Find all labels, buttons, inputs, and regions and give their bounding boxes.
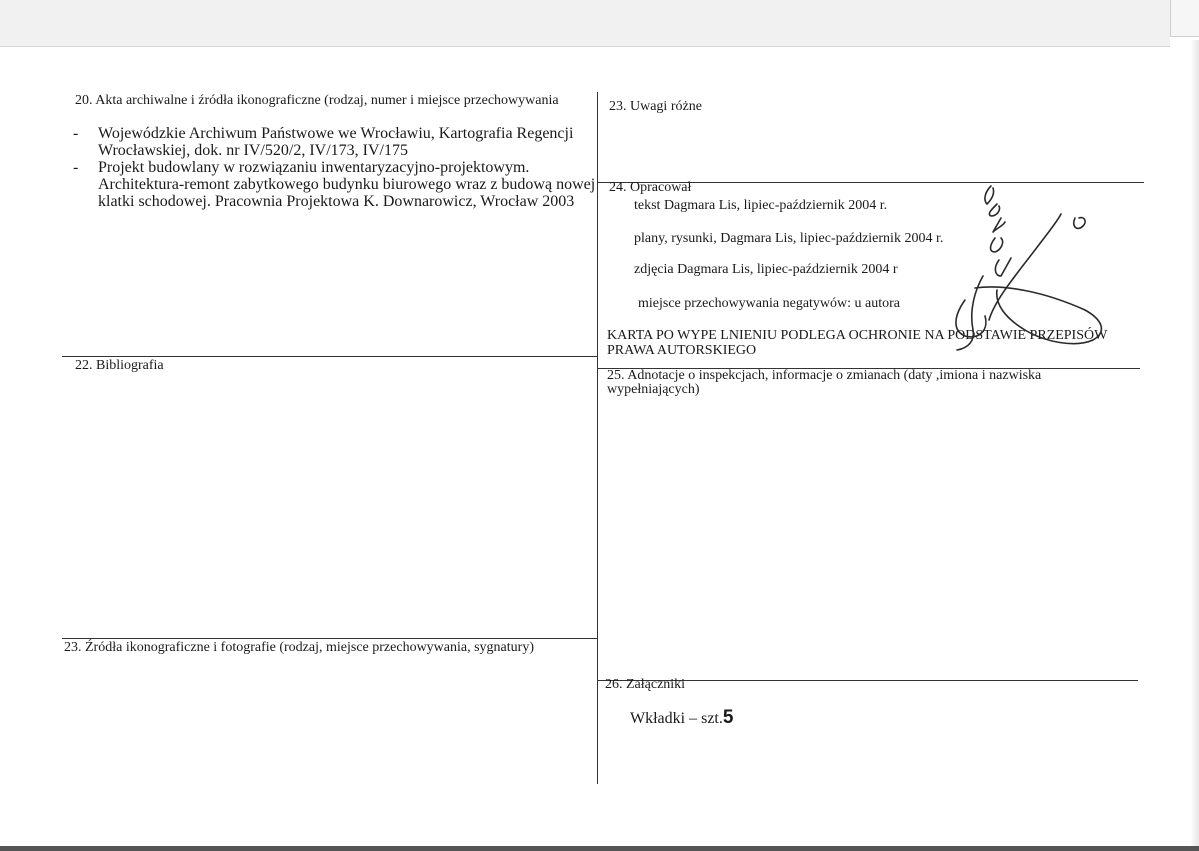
copyright-line-2: PRAWA AUTORSKIEGO: [607, 343, 757, 358]
list-dash: -: [73, 125, 79, 142]
project-line-1: Projekt budowlany w rozwiązaniu inwentaryzacyjno-projektowym.: [98, 159, 530, 176]
copyright-line-1: KARTA PO WYPE LNIENIU PODLEGA OCHRONIE NA PODSTAWIE PRZEPISÓW: [607, 328, 1108, 343]
author-photos-line: zdjęcia Dagmara Lis, lipiec-październik 2004 r: [634, 262, 898, 277]
project-line-3: klatki schodowej. Pracownia Projektowa K. Downarowicz, Wrocław 2003: [98, 193, 575, 210]
scan-bottom-edge: [0, 846, 1199, 851]
signature-icon: [935, 180, 1130, 360]
scan-right-edge: [1190, 40, 1199, 851]
section-22-heading: 22. Bibliografia: [75, 358, 164, 373]
archive-line-2: Wrocławskiej, dok. nr IV/520/2, IV/173, IV/175: [98, 142, 408, 159]
project-line-2: Architektura-remont zabytkowego budynku biurowego wraz z budową nowej: [98, 176, 596, 193]
section-23-notes-heading: 23. Uwagi różne: [609, 99, 702, 114]
scan-top-band: [0, 0, 1170, 47]
section-24-heading: 24. Opracował: [609, 180, 692, 195]
author-text-line: tekst Dagmara Lis, lipiec-październik 2004 r.: [634, 198, 888, 213]
author-plans-line: plany, rysunki, Dagmara Lis, lipiec-październik 2004 r.: [634, 231, 944, 246]
rule-left-22: [62, 356, 598, 357]
archive-line-1: Wojewódzkie Archiwum Państwowe we Wrocławiu, Kartografia Regencji: [98, 125, 574, 142]
list-dash: -: [73, 159, 79, 176]
attachments-number: 5: [722, 707, 734, 728]
section-25-heading-line-2: wypełniających): [607, 382, 700, 397]
section-23-sources-heading: 23. Źródła ikonograficzne i fotografie (rodzaj, miejsce przechowywania, sygnatury): [64, 640, 534, 655]
section-26-heading: 26. Załączniki: [605, 677, 686, 692]
negatives-location-line: miejsce przechowywania negatywów: u autora: [638, 296, 901, 311]
attachments-label: Wkładki – szt.: [630, 710, 723, 727]
rule-left-23: [62, 638, 598, 639]
section-25-heading-line-1: 25. Adnotacje o inspekcjach, informacje o zmianach (daty ,imiona i nazwiska: [607, 368, 1042, 383]
attachments-count: [630, 707, 733, 729]
scan-corner: [1170, 0, 1199, 37]
section-20-heading: 20. Akta archiwalne i źródła ikonograficzne (rodzaj, numer i miejsce przechowywania: [75, 93, 559, 108]
